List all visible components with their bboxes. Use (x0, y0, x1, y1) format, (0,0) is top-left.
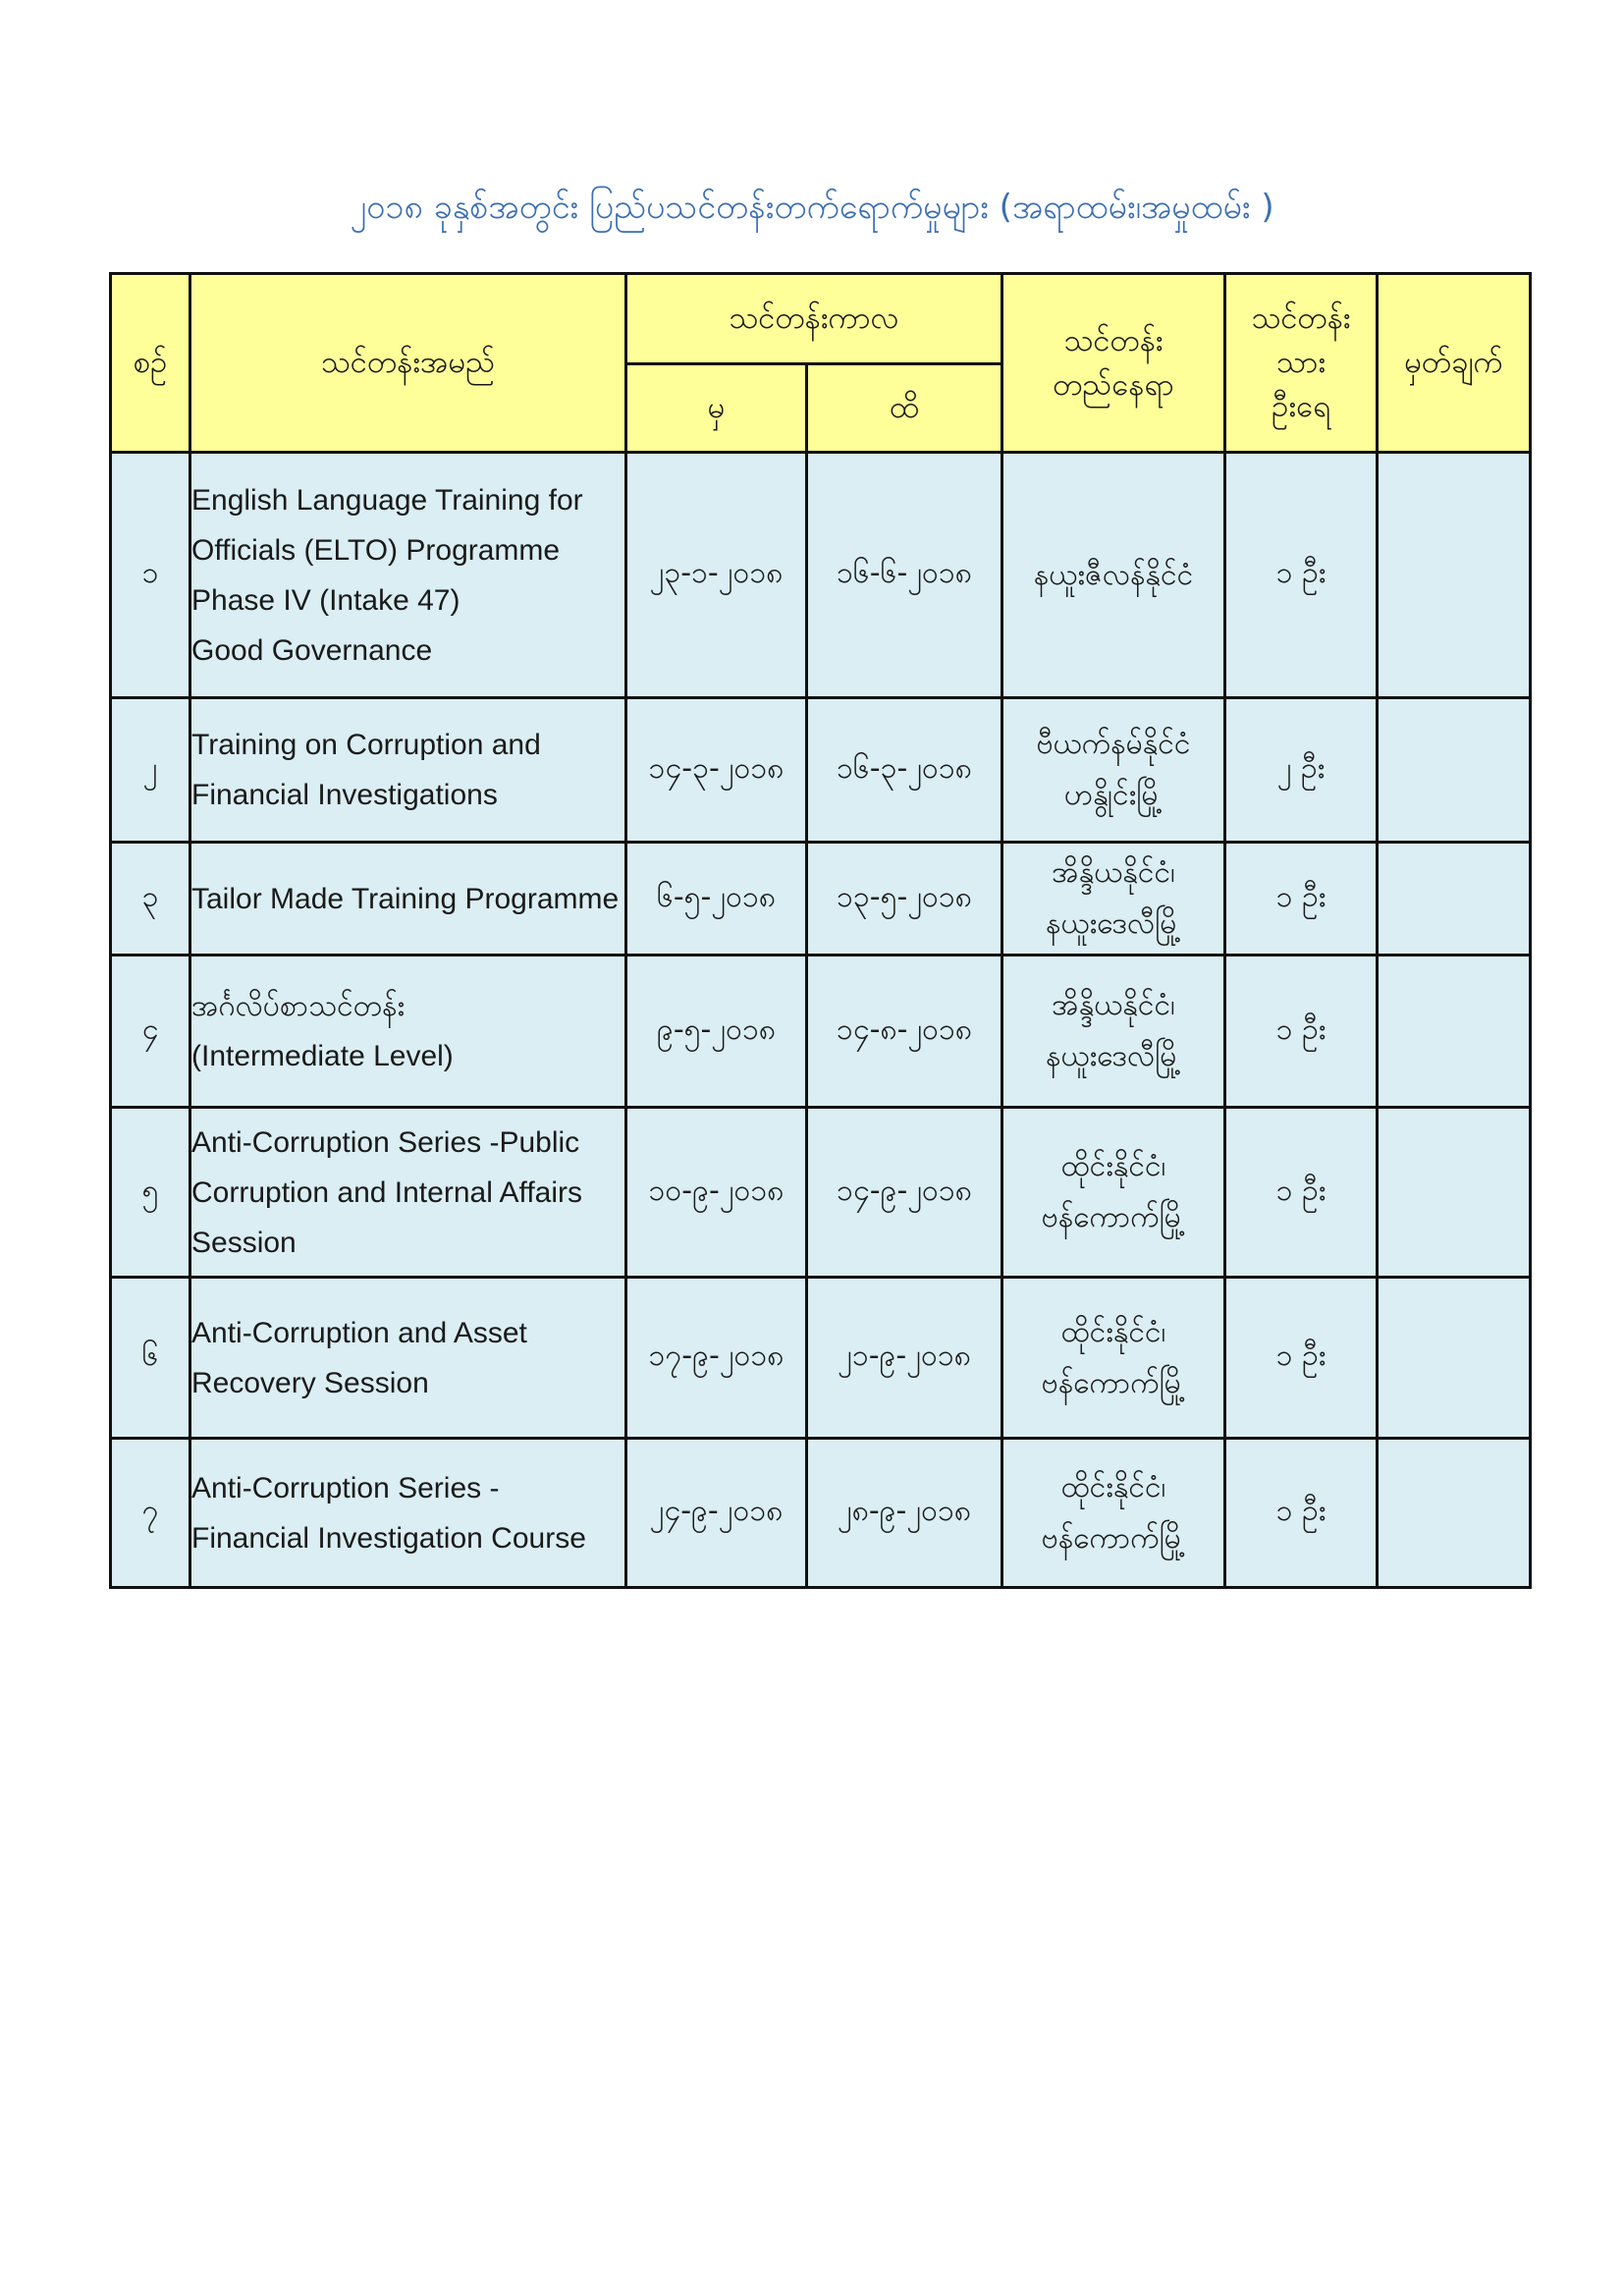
date-from: ၂၄-၉-၂၀၁၈ (626, 1439, 807, 1588)
trainee-count: ၁ ဦး (1225, 1108, 1378, 1278)
remarks (1378, 843, 1531, 956)
location: ထိုင်းနိုင်ငံ၊ ဗန်ကောက်မြို့ (1002, 1439, 1225, 1588)
trainee-count: ၁ ဦး (1225, 843, 1378, 956)
header-course-name: သင်တန်းအမည် (190, 274, 626, 453)
table-row (111, 1439, 1531, 1588)
page-title: ၂၀၁၈ ခုနှစ်အတွင်း ပြည်ပသင်တန်းတက်ရောက်မှုများ (အရာထမ်း၊အမှုထမ်း ) (350, 188, 1274, 227)
location: အိန္ဒိယနိုင်ငံ၊ နယူးဒေလီမြို့ (1002, 843, 1225, 956)
date-to: ၁၃-၅-၂၀၁၈ (807, 843, 1002, 956)
course-name: English Language Training for Officials (ELTO) Programme Phase IV (Intake 47) Good Governance (190, 453, 626, 698)
header-remarks: မှတ်ချက် (1378, 274, 1531, 453)
course-name: Anti-Corruption and Asset Recovery Session (190, 1278, 626, 1439)
date-to: ၂၈-၉-၂၀၁၈ (807, 1439, 1002, 1588)
row-no: ၂ (111, 698, 190, 843)
header-from: မှ (626, 364, 807, 453)
trainee-count: ၁ ဦး (1225, 453, 1378, 698)
header-location: သင်တန်း တည်နေရာ (1002, 274, 1225, 453)
row-no: ၃ (111, 843, 190, 956)
trainee-count: ၁ ဦး (1225, 1278, 1378, 1439)
date-from: ၂၃-၁-၂၀၁၈ (626, 453, 807, 698)
date-to: ၁၄-၈-၂၀၁၈ (807, 956, 1002, 1108)
remarks (1378, 956, 1531, 1108)
location: ဗီယက်နမ်နိုင်ငံ ဟနွိုင်းမြို့ (1002, 698, 1225, 843)
header-to: ထိ (807, 364, 1002, 453)
course-name: Anti-Corruption Series -Public Corruption and Internal Affairs Session (190, 1108, 626, 1278)
table-row (111, 1108, 1531, 1278)
date-from: ၆-၅-၂၀၁၈ (626, 843, 807, 956)
remarks (1378, 698, 1531, 843)
table-row (111, 956, 1531, 1108)
table-row (111, 843, 1531, 956)
trainee-count: ၁ ဦး (1225, 956, 1378, 1108)
trainee-count: ၁ ဦး (1225, 1439, 1378, 1588)
header-no: စဉ် (111, 274, 190, 453)
location: ထိုင်းနိုင်ငံ၊ ဗန်ကောက်မြို့ (1002, 1278, 1225, 1439)
remarks (1378, 1278, 1531, 1439)
date-to: ၁၆-၆-၂၀၁၈ (807, 453, 1002, 698)
date-from: ၁၇-၉-၂၀၁၈ (626, 1278, 807, 1439)
remarks (1378, 1439, 1531, 1588)
date-to: ၁၄-၉-၂၀၁၈ (807, 1108, 1002, 1278)
date-from: ၁၀-၉-၂၀၁၈ (626, 1108, 807, 1278)
date-from: ၁၄-၃-၂၀၁၈ (626, 698, 807, 843)
trainee-count: ၂ ဦး (1225, 698, 1378, 843)
row-no: ၇ (111, 1439, 190, 1588)
row-no: ၆ (111, 1278, 190, 1439)
location: နယူးဇီလန်နိုင်ငံ (1002, 453, 1225, 698)
row-no: ၁ (111, 453, 190, 698)
date-to: ၂၁-၉-၂၀၁၈ (807, 1278, 1002, 1439)
course-name: Anti-Corruption Series - Financial Investigation Course (190, 1439, 626, 1588)
header-trainees: သင်တန်း သား ဦးရေ (1225, 274, 1378, 453)
table-row (111, 698, 1531, 843)
course-name: အင်္ဂလိပ်စာသင်တန်း (Intermediate Level) (190, 956, 626, 1108)
date-to: ၁၆-၃-၂၀၁၈ (807, 698, 1002, 843)
row-no: ၅ (111, 1108, 190, 1278)
remarks (1378, 1108, 1531, 1278)
table-row (111, 1278, 1531, 1439)
header-period: သင်တန်းကာလ (626, 274, 1002, 364)
row-no: ၄ (111, 956, 190, 1108)
remarks (1378, 453, 1531, 698)
location: ထိုင်းနိုင်ငံ၊ ဗန်ကောက်မြို့ (1002, 1108, 1225, 1278)
course-name: Tailor Made Training Programme (190, 843, 626, 956)
training-table (109, 272, 1532, 1589)
table-row (111, 453, 1531, 698)
date-from: ၉-၅-၂၀၁၈ (626, 956, 807, 1108)
location: အိန္ဒိယနိုင်ငံ၊ နယူးဒေလီမြို့ (1002, 956, 1225, 1108)
course-name: Training on Corruption and Financial Investigations (190, 698, 626, 843)
